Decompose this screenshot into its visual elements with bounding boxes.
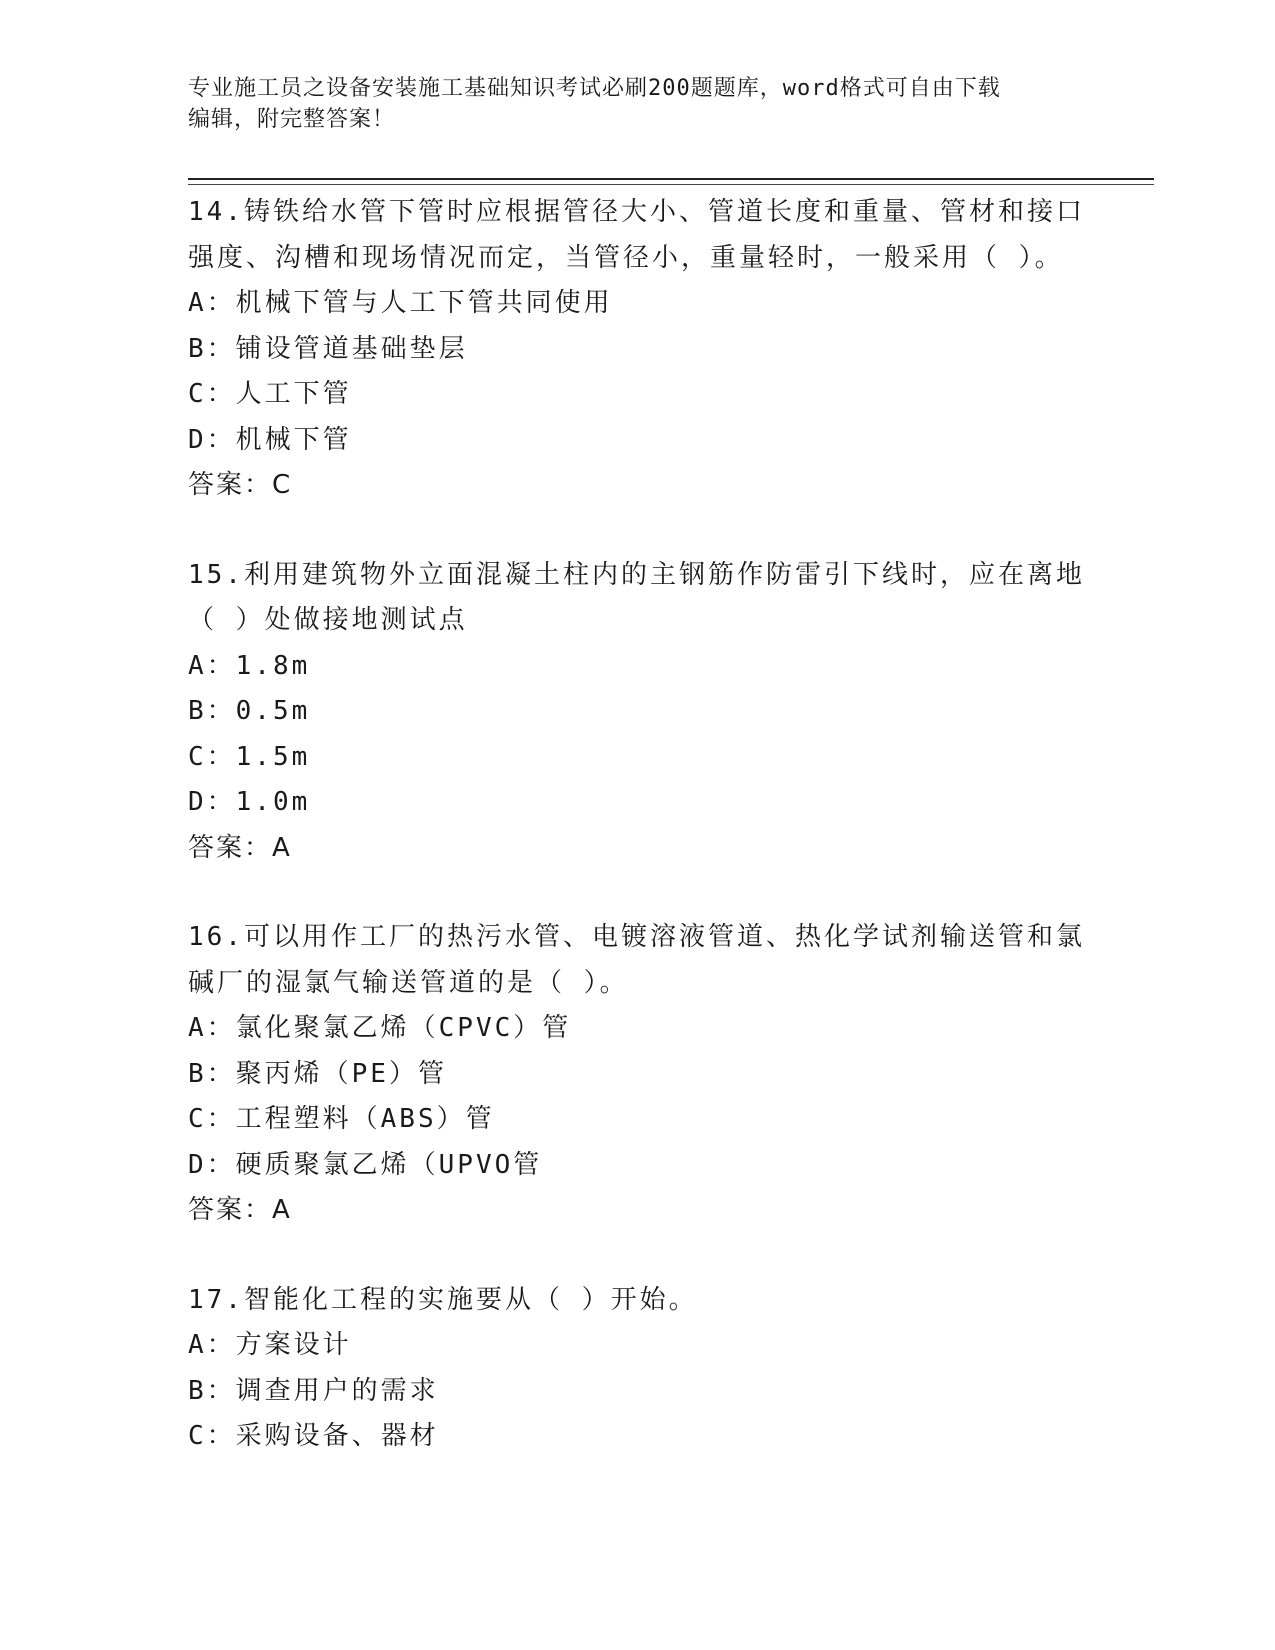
question-stem-line: 16.可以用作工厂的热污水管、电镀溶液管道、热化学试剂输送管和氯 — [188, 922, 1085, 952]
option-a: A：1.8m — [188, 650, 311, 681]
header-line-2: 编辑，附完整答案！ — [188, 107, 396, 132]
option-c: C：采购设备、器材 — [188, 1421, 439, 1451]
option-c: C：工程塑料（ABS）管 — [188, 1104, 495, 1134]
question-stem-line: （ ）处做接地测试点 — [188, 605, 468, 635]
question-stem-line: 碱厂的湿氯气输送管道的是（ ）。 — [188, 967, 629, 998]
option-b: B：铺设管道基础垫层 — [188, 333, 468, 364]
option-b: B：调查用户的需求 — [188, 1375, 439, 1406]
header-line-1: 专业施工员之设备安装施工基础知识考试必刷200题题库，word格式可自由下载 — [188, 76, 1001, 101]
option-d: D：1.0m — [188, 787, 311, 817]
question-list — [188, 190, 1108, 1504]
option-c: C：1.5m — [188, 741, 311, 772]
header-divider-thick — [188, 178, 1154, 180]
question-15 — [188, 553, 1108, 872]
option-a: A：方案设计 — [188, 1330, 352, 1360]
question-17 — [188, 1278, 1108, 1460]
question-14 — [188, 190, 1108, 509]
question-stem-line: 15.利用建筑物外立面混凝土柱内的主钢筋作防雷引下线时，应在离地 — [188, 559, 1085, 590]
question-stem-line: 14.铸铁给水管下管时应根据管径大小、管道长度和重量、管材和接口 — [188, 197, 1085, 227]
option-a: A：机械下管与人工下管共同使用 — [188, 288, 613, 318]
option-c: C：人工下管 — [188, 379, 352, 409]
answer: 答案：A — [188, 832, 292, 863]
option-b: B：聚丙烯（PE）管 — [188, 1058, 447, 1089]
question-stem-line: 17.智能化工程的实施要从（ ）开始。 — [188, 1284, 698, 1315]
option-d: D：机械下管 — [188, 424, 352, 455]
option-b: B：0.5m — [188, 696, 311, 726]
document-header — [188, 73, 1088, 135]
header-divider-thin — [188, 184, 1154, 185]
option-a: A：氯化聚氯乙烯（CPVC）管 — [188, 1013, 572, 1043]
question-stem-line: 强度、沟槽和现场情况而定，当管径小，重量轻时，一般采用（ ）。 — [188, 242, 1064, 273]
answer: 答案：A — [188, 1195, 292, 1225]
option-d: D：硬质聚氯乙烯（UPVO管 — [188, 1149, 543, 1180]
question-16 — [188, 915, 1108, 1234]
answer: 答案：C — [188, 470, 293, 500]
